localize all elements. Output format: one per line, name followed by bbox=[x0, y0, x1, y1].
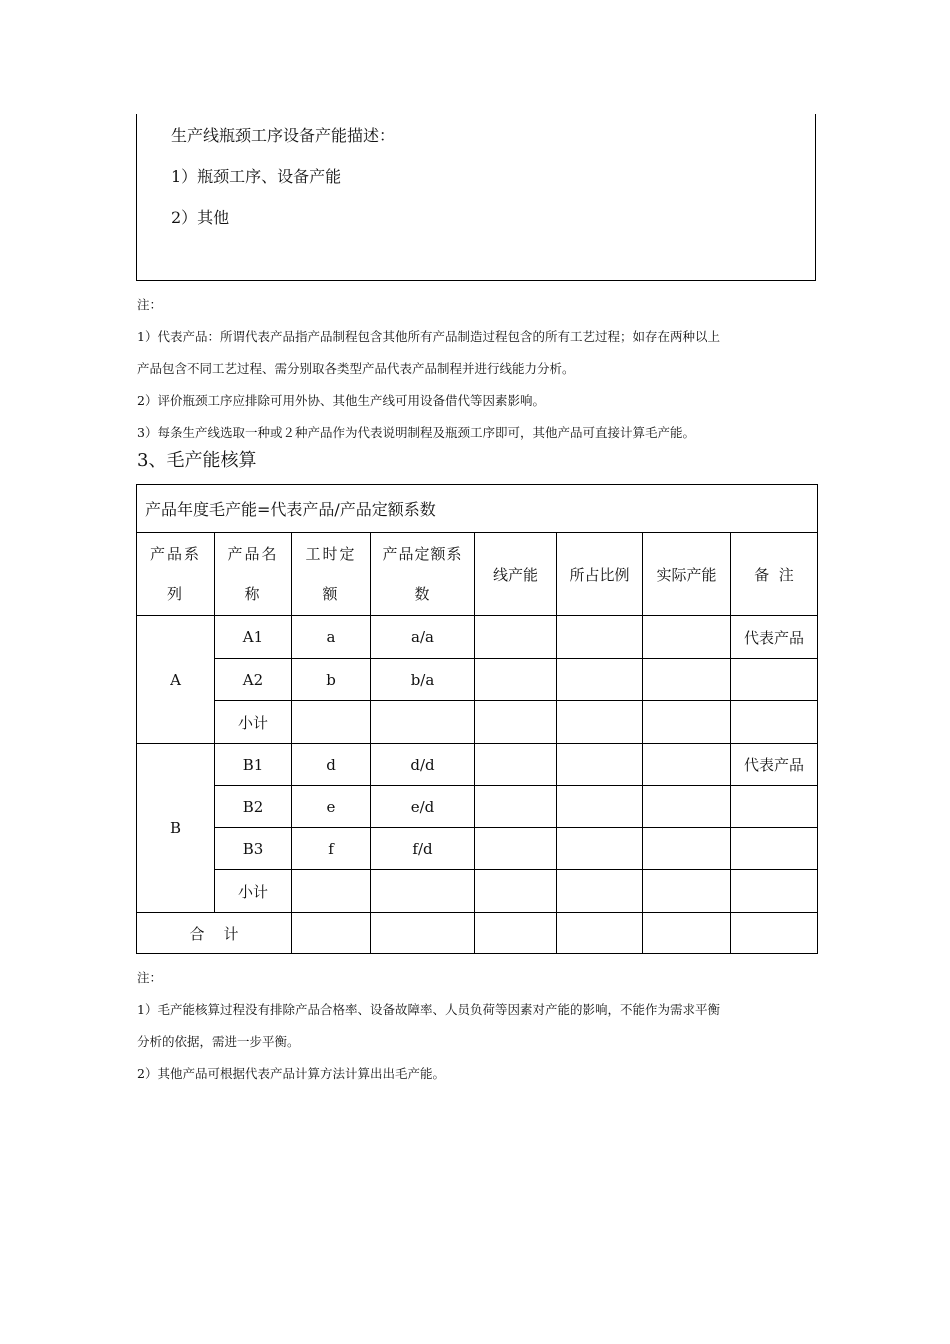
header-series-label: 产品系列 bbox=[149, 545, 201, 603]
line-cap-cell bbox=[475, 744, 557, 786]
notes2-line2: 分析的依据，需进一步平衡。 bbox=[137, 1034, 300, 1049]
line-cap-cell bbox=[475, 913, 557, 954]
product-name: B2 bbox=[215, 786, 292, 828]
subtotal-b: 小计 bbox=[215, 870, 292, 913]
actual-cell bbox=[643, 744, 731, 786]
quota-cell bbox=[292, 913, 371, 954]
product-quota: d bbox=[292, 744, 371, 786]
product-coef: b/a bbox=[371, 659, 475, 701]
subtotal-a: 小计 bbox=[215, 701, 292, 744]
actual-cell bbox=[643, 701, 731, 744]
product-coef: d/d bbox=[371, 744, 475, 786]
header-actual: 实际产能 bbox=[643, 533, 731, 616]
product-coef: f/d bbox=[371, 828, 475, 870]
actual-cell bbox=[643, 870, 731, 913]
remark-cell bbox=[731, 870, 818, 913]
table-formula: 产品年度毛产能=代表产品/产品定额系数 bbox=[137, 485, 818, 533]
ratio-cell bbox=[557, 828, 643, 870]
ratio-cell bbox=[557, 701, 643, 744]
actual-cell bbox=[643, 913, 731, 954]
ratio-cell bbox=[557, 786, 643, 828]
product-name: A1 bbox=[215, 616, 292, 659]
series-a: A bbox=[137, 616, 215, 744]
actual-cell bbox=[643, 616, 731, 659]
header-series bbox=[137, 533, 215, 616]
coef-cell bbox=[371, 701, 475, 744]
line-cap-cell bbox=[475, 701, 557, 744]
section-title: 3、毛产能核算 bbox=[137, 450, 257, 471]
notes1-line4: 3）每条生产线选取一种或２种产品作为代表说明制程及瓶颈工序即可，其他产品可直接计算毛产能。 bbox=[137, 425, 695, 440]
notes1-line2: 产品包含不同工艺过程、需分别取各类型产品代表产品制程并进行线能力分析。 bbox=[137, 361, 575, 376]
product-coef: a/a bbox=[371, 616, 475, 659]
notes1-label: 注： bbox=[137, 297, 163, 312]
remark-cell bbox=[731, 913, 818, 954]
remark-cell bbox=[731, 701, 818, 744]
header-quota-label: 工时定额 bbox=[305, 545, 357, 603]
product-quota: b bbox=[292, 659, 371, 701]
actual-cell bbox=[643, 786, 731, 828]
ratio-cell bbox=[557, 870, 643, 913]
actual-cell bbox=[643, 659, 731, 701]
product-quota: a bbox=[292, 616, 371, 659]
ratio-cell bbox=[557, 659, 643, 701]
header-coef bbox=[371, 533, 475, 616]
description-title: 生产线瓶颈工序设备产能描述： bbox=[171, 126, 396, 145]
quota-cell bbox=[292, 870, 371, 913]
header-remark: 备 注 bbox=[731, 533, 818, 616]
product-quota: f bbox=[292, 828, 371, 870]
notes2-label: 注： bbox=[137, 970, 163, 985]
product-quota: e bbox=[292, 786, 371, 828]
product-remark bbox=[731, 659, 818, 701]
notes1-line3: 2）评价瓶颈工序应排除可用外协、其他生产线可用设备借代等因素影响。 bbox=[137, 393, 545, 408]
line-cap-cell bbox=[475, 616, 557, 659]
quota-cell bbox=[292, 701, 371, 744]
description-item-2: 2）其他 bbox=[171, 208, 230, 227]
header-name-label: 产品名称 bbox=[227, 545, 279, 603]
header-coef-label: 产品定额系数 bbox=[382, 545, 463, 603]
coef-cell bbox=[371, 870, 475, 913]
notes2-line3: 2）其他产品可根据代表产品计算方法计算出出毛产能。 bbox=[137, 1066, 445, 1081]
product-name: A2 bbox=[215, 659, 292, 701]
series-b: B bbox=[137, 744, 215, 913]
header-quota bbox=[292, 533, 371, 616]
notes1-line1: 1）代表产品：所谓代表产品指产品制程包含其他所有产品制造过程包含的所有工艺过程；如存在两种以上 bbox=[137, 329, 720, 344]
product-remark: 代表产品 bbox=[731, 744, 818, 786]
description-box bbox=[136, 114, 816, 281]
header-ratio: 所占比例 bbox=[557, 533, 643, 616]
line-cap-cell bbox=[475, 870, 557, 913]
notes2-line1: 1）毛产能核算过程没有排除产品合格率、设备故障率、人员负荷等因素对产能的影响，不能作为需求平衡 bbox=[137, 1002, 720, 1017]
product-remark bbox=[731, 828, 818, 870]
header-name bbox=[215, 533, 292, 616]
description-item-1: 1）瓶颈工序、设备产能 bbox=[171, 167, 342, 186]
product-name: B3 bbox=[215, 828, 292, 870]
ratio-cell bbox=[557, 616, 643, 659]
coef-cell bbox=[371, 913, 475, 954]
gross-capacity-table bbox=[136, 484, 818, 954]
line-cap-cell bbox=[475, 828, 557, 870]
product-remark bbox=[731, 786, 818, 828]
ratio-cell bbox=[557, 744, 643, 786]
line-cap-cell bbox=[475, 659, 557, 701]
total-label: 合 计 bbox=[137, 913, 292, 954]
product-name: B1 bbox=[215, 744, 292, 786]
ratio-cell bbox=[557, 913, 643, 954]
header-line-cap: 线产能 bbox=[475, 533, 557, 616]
actual-cell bbox=[643, 828, 731, 870]
product-coef: e/d bbox=[371, 786, 475, 828]
product-remark: 代表产品 bbox=[731, 616, 818, 659]
line-cap-cell bbox=[475, 786, 557, 828]
